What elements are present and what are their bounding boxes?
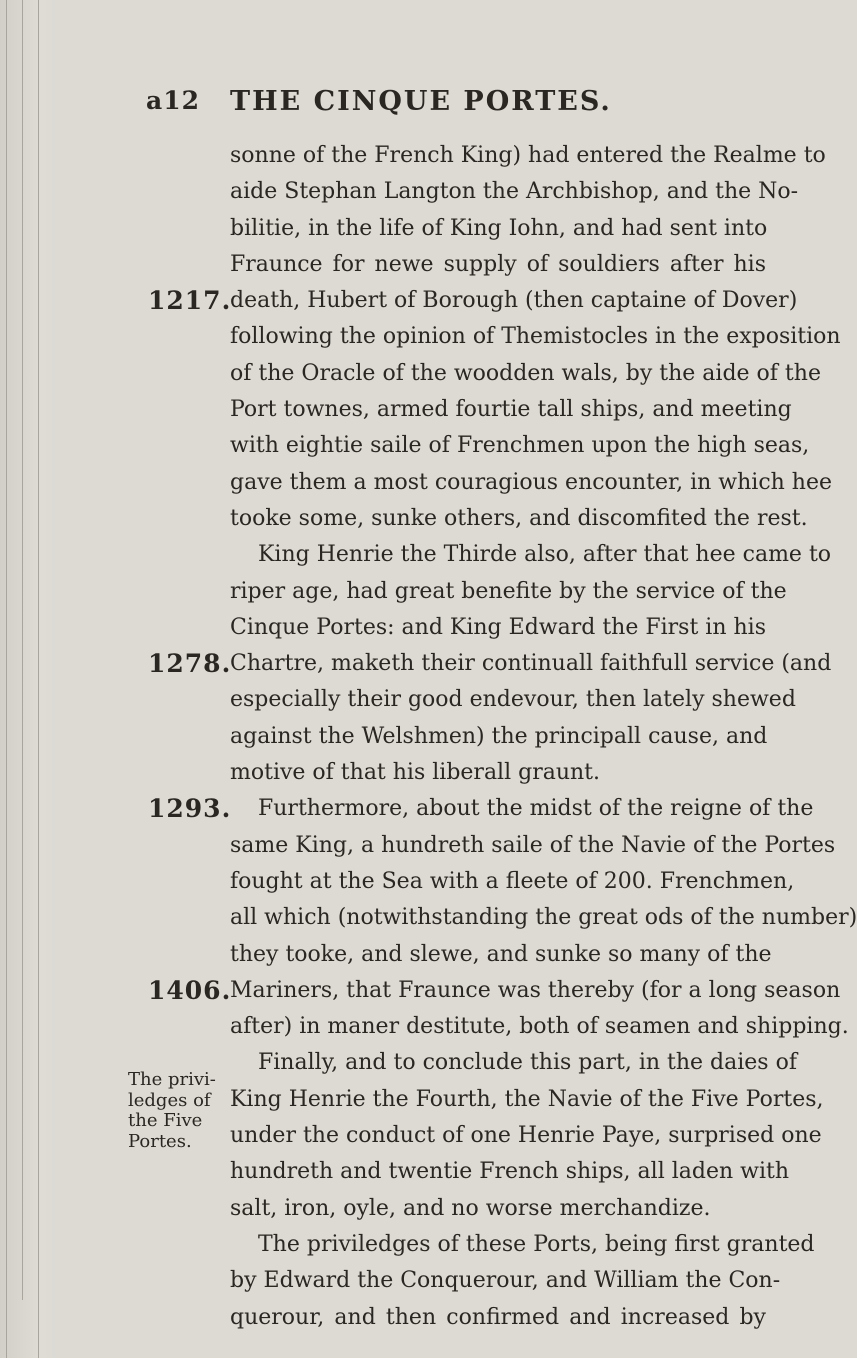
text-line: especially their good endevour, then lately shewed (230, 687, 796, 713)
text-line: Furthermore, about the midst of the reigne of the (258, 796, 814, 822)
text-line: Mariners, that Fraunce was thereby (for a long season (230, 977, 841, 1003)
text-line: hundreth and twentie French ships, all laden with (230, 1159, 790, 1185)
text-line: King Henrie the Thirde also, after that hee came to (258, 542, 832, 568)
text-line: querour, and then confirmed and increased by (230, 1304, 766, 1330)
text-line: all which (notwithstanding the great ods of the number) (230, 905, 857, 931)
text-line: after) in maner destitute, both of seamen and shipping. (230, 1014, 849, 1040)
side-note (128, 1070, 216, 1152)
text-line: against the Welshmen) the principall cause, and (230, 723, 768, 749)
text-line: death, Hubert of Borough (then captaine of Dover) (230, 288, 798, 314)
side-note-line: Portes. (128, 1130, 192, 1152)
margin-year: 1278. (148, 649, 232, 679)
text-line: Chartre, maketh their continuall faithfull service (and (230, 651, 832, 677)
text-line: bilitie, in the life of King Iohn, and had sent into (230, 215, 768, 241)
text-line: sonne of the French King) had entered the Realme to (230, 143, 826, 168)
side-note-line: The privi- (128, 1069, 216, 1090)
text-line: gave them a most couragious encounter, in which hee (230, 469, 833, 495)
edge-line (22, 0, 23, 1300)
page-number: a12 (146, 86, 200, 115)
text-line: King Henrie the Fourth, the Navie of the Five Portes, (230, 1086, 824, 1112)
text-line: they tooke, and slewe, and sunke so many of the (230, 941, 772, 967)
body-text (230, 138, 857, 1336)
side-note-line: the Five (128, 1110, 203, 1131)
text-line: salt, iron, oyle, and no worse merchandize. (230, 1195, 711, 1221)
text-line: Port townes, armed fourtie tall ships, and meeting (230, 397, 792, 423)
text-line: Fraunce for newe supply of souldiers after his (230, 251, 766, 277)
text-line: following the opinion of Themistocles in the exposition (230, 324, 841, 350)
running-head: THE CINQUE PORTES. (230, 86, 612, 117)
margin-year: 1293. (148, 794, 232, 824)
edge-line (6, 0, 7, 1358)
margin-year: 1406. (148, 975, 232, 1005)
text-line: motive of that his liberall graunt. (230, 760, 601, 786)
text-line: Finally, and to conclude this part, in the daies of (258, 1050, 797, 1076)
text-line: tooke some, sunke others, and discomfited the rest. (230, 505, 808, 531)
text-line: under the conduct of one Henrie Paye, surprised one (230, 1123, 822, 1149)
edge-line (38, 0, 39, 1358)
text-line: fought at the Sea with a fleete of 200. Frenchmen, (230, 868, 795, 894)
text-line: riper age, had great benefite by the service of the (230, 578, 787, 604)
text-line: same King, a hundreth saile of the Navie of the Portes (230, 832, 836, 858)
text-line: by Edward the Conquerour, and William the Con- (230, 1268, 781, 1294)
side-note-line: ledges of (128, 1089, 211, 1111)
text-line: The priviledges of these Ports, being first granted (258, 1231, 815, 1257)
text-line: aide Stephan Langton the Archbishop, and the No- (230, 179, 799, 205)
text-line: with eightie saile of Frenchmen upon the high seas, (230, 433, 810, 459)
page-edge (0, 0, 58, 1358)
text-line: Cinque Portes: and King Edward the First in his (230, 614, 766, 640)
text-line: of the Oracle of the woodden wals, by the aide of the (230, 360, 821, 386)
margin-year: 1217. (148, 286, 232, 316)
